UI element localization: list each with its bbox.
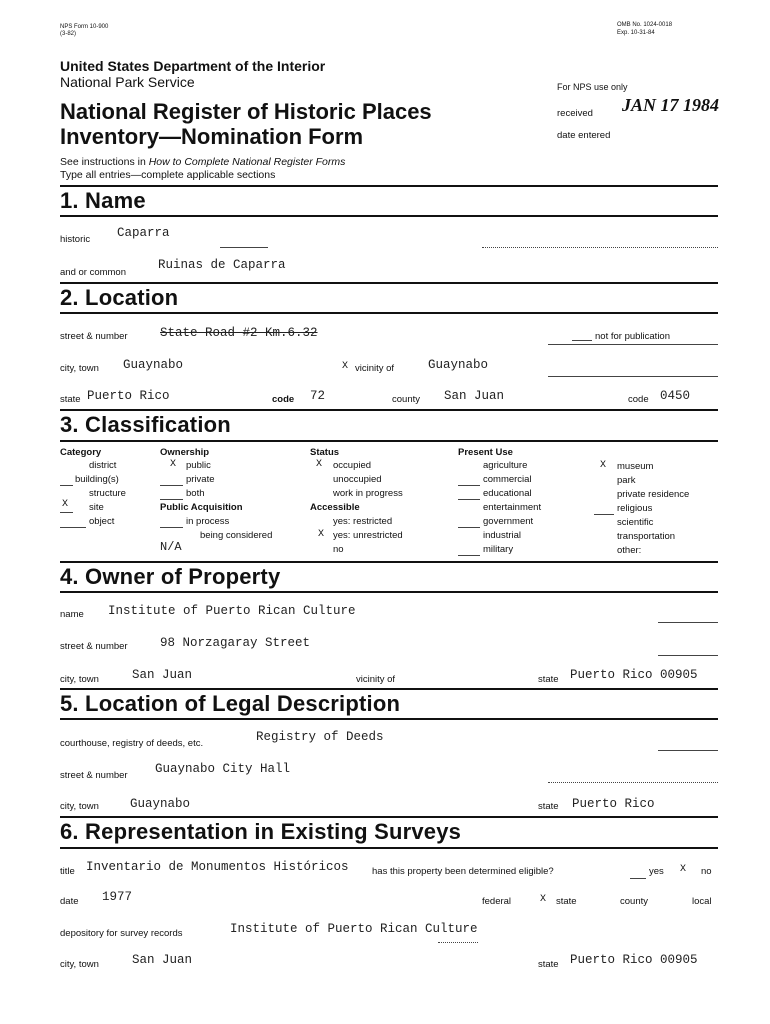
level-state[interactable]: state [556, 896, 577, 907]
date-entered-label: date entered [557, 130, 611, 141]
state-label: state [60, 394, 81, 405]
survey-date-value[interactable]: 1977 [102, 890, 133, 904]
acq-being-considered[interactable]: being considered [200, 530, 273, 541]
instructions-prefix: See instructions in [60, 156, 149, 168]
common-value[interactable]: Ruinas de Caparra [158, 258, 286, 272]
use-scientific[interactable]: scientific [617, 517, 654, 528]
not-for-publication[interactable]: not for publication [595, 331, 670, 342]
ownership-both[interactable]: both [186, 488, 205, 499]
accessible-no[interactable]: no [333, 544, 344, 555]
use-industrial[interactable]: industrial [483, 530, 522, 541]
level-state-check[interactable]: X [540, 894, 547, 905]
legal-street-label: street & number [60, 770, 128, 781]
instructions [60, 156, 345, 168]
eligible-question: has this property been determined eligible? [372, 866, 554, 877]
survey-title-value[interactable]: Inventario de Monumentos Históricos [86, 860, 349, 874]
form-revision: (3-82) [60, 31, 77, 37]
city-label: city, town [60, 363, 99, 374]
survey-state-value[interactable]: Puerto Rico 00905 [570, 953, 698, 967]
received-stamp: JAN 17 1984 [622, 95, 720, 115]
vicinity-value[interactable]: Guaynabo [428, 358, 489, 372]
type-all-note: Type all entries—complete applicable sections [60, 169, 276, 181]
owner-state-label: state [538, 674, 559, 685]
county-value[interactable]: San Juan [444, 389, 505, 403]
use-transportation[interactable]: transportation [617, 531, 676, 542]
use-commercial[interactable]: commercial [483, 474, 532, 485]
legal-state-value[interactable]: Puerto Rico [572, 797, 655, 811]
level-federal[interactable]: federal [482, 896, 512, 907]
section-rule [60, 185, 718, 187]
code2-label: code [628, 394, 649, 405]
code2-value[interactable]: 0450 [660, 389, 691, 403]
category-site-check[interactable]: X [62, 499, 69, 510]
owner-name-value[interactable]: Institute of Puerto Rican Culture [108, 604, 356, 618]
use-park[interactable]: park [617, 475, 636, 486]
historic-value[interactable]: Caparra [117, 226, 170, 240]
accessible-unrestricted-check[interactable]: X [318, 529, 325, 540]
owner-city-label: city, town [60, 674, 99, 685]
courthouse-label: courthouse, registry of deeds, etc. [60, 738, 204, 749]
public-acquisition-head: Public Acquisition [160, 502, 243, 513]
section-6-heading: 6. Representation in Existing Surveys [60, 819, 462, 844]
status-head: Status [310, 447, 340, 458]
survey-city-value[interactable]: San Juan [132, 953, 193, 967]
eligible-no-check[interactable]: X [680, 864, 687, 875]
legal-state-label: state [538, 801, 559, 812]
owner-street-label: street & number [60, 641, 128, 652]
use-educational[interactable]: educational [483, 488, 532, 499]
owner-city-value[interactable]: San Juan [132, 668, 193, 682]
code-value[interactable]: 72 [310, 389, 326, 403]
eligible-yes[interactable]: yes [649, 866, 664, 877]
expiration: Exp. 10-31-84 [617, 30, 655, 36]
use-agriculture[interactable]: agriculture [483, 460, 528, 471]
vicinity-check[interactable]: X [342, 361, 349, 372]
survey-state-label: state [538, 959, 559, 970]
instructions-title: How to Complete National Register Forms [148, 156, 346, 168]
use-museum-check[interactable]: X [600, 460, 607, 471]
status-work-in-progress[interactable]: work in progress [333, 488, 403, 499]
form-title-line1: National Register of Historic Places [60, 99, 432, 124]
owner-street-value[interactable]: 98 Norzagaray Street [160, 636, 311, 650]
department: United States Department of the Interior [60, 58, 326, 74]
survey-title-label: title [60, 866, 75, 877]
use-military[interactable]: military [483, 544, 514, 555]
category-site[interactable]: site [89, 502, 104, 513]
courthouse-value[interactable]: Registry of Deeds [256, 730, 384, 744]
acq-na[interactable]: N/A [160, 540, 182, 554]
ownership-head: Ownership [160, 447, 210, 458]
survey-date-label: date [60, 896, 79, 907]
owner-vicinity-label: vicinity of [356, 674, 396, 685]
received-label: received [557, 108, 593, 119]
section-5-heading: 5. Location of Legal Description [60, 691, 401, 716]
category-head: Category [60, 447, 102, 458]
level-local[interactable]: local [692, 896, 712, 907]
street-value[interactable]: State Road #2 Km.6.32 [160, 326, 318, 340]
acq-in-process[interactable]: in process [186, 516, 230, 527]
section-1-heading: 1. Name [60, 188, 146, 213]
owner-name-label: name [60, 609, 84, 620]
category-structure[interactable]: structure [89, 488, 126, 499]
status-unoccupied[interactable]: unoccupied [333, 474, 382, 485]
code-label: code [272, 394, 295, 405]
category-object[interactable]: object [89, 516, 115, 527]
use-museum[interactable]: museum [617, 461, 654, 472]
section-3-heading: 3. Classification [60, 412, 231, 437]
legal-street-value[interactable]: Guaynabo City Hall [155, 762, 291, 776]
category-buildings[interactable]: building(s) [75, 474, 119, 485]
section-rule [60, 215, 718, 217]
city-value[interactable]: Guaynabo [123, 358, 184, 372]
section-4-heading: 4. Owner of Property [60, 564, 281, 589]
vicinity-label: vicinity of [355, 363, 395, 374]
status-occupied[interactable]: occupied [333, 460, 372, 471]
nps-use-label: For NPS use only [557, 82, 628, 92]
present-use-head: Present Use [458, 447, 513, 458]
eligible-no[interactable]: no [701, 866, 712, 877]
owner-state-value[interactable]: Puerto Rico 00905 [570, 668, 698, 682]
county-label: county [392, 394, 420, 405]
survey-city-label: city, town [60, 959, 99, 970]
accessible-head: Accessible [310, 502, 360, 513]
service: National Park Service [60, 74, 195, 90]
depository-value[interactable]: Institute of Puerto Rican Culture [230, 922, 478, 936]
legal-city-value[interactable]: Guaynabo [130, 797, 191, 811]
use-other[interactable]: other: [617, 545, 642, 556]
ownership-public-check[interactable]: X [170, 459, 177, 470]
use-private-residence[interactable]: private residence [617, 489, 690, 500]
status-occupied-check[interactable]: X [316, 459, 323, 470]
use-government[interactable]: government [483, 516, 534, 527]
historic-label: historic [60, 234, 91, 245]
category-district[interactable]: district [89, 460, 117, 471]
common-label: and or common [60, 267, 127, 278]
use-entertainment[interactable]: entertainment [483, 502, 542, 513]
form-title-line2: Inventory—Nomination Form [60, 124, 364, 149]
form-number: NPS Form 10-900 [60, 24, 109, 30]
depository-label: depository for survey records [60, 928, 183, 939]
accessible-unrestricted[interactable]: yes: unrestricted [333, 530, 403, 541]
street-label: street & number [60, 331, 128, 342]
section-2-heading: 2. Location [60, 285, 179, 310]
ownership-public[interactable]: public [186, 460, 211, 471]
state-value[interactable]: Puerto Rico [87, 389, 170, 403]
ownership-private[interactable]: private [186, 474, 215, 485]
accessible-restricted[interactable]: yes: restricted [333, 516, 393, 527]
use-religious[interactable]: religious [617, 503, 653, 514]
legal-city-label: city, town [60, 801, 99, 812]
omb-number: OMB No. 1024-0018 [617, 22, 673, 28]
level-county[interactable]: county [620, 896, 648, 907]
